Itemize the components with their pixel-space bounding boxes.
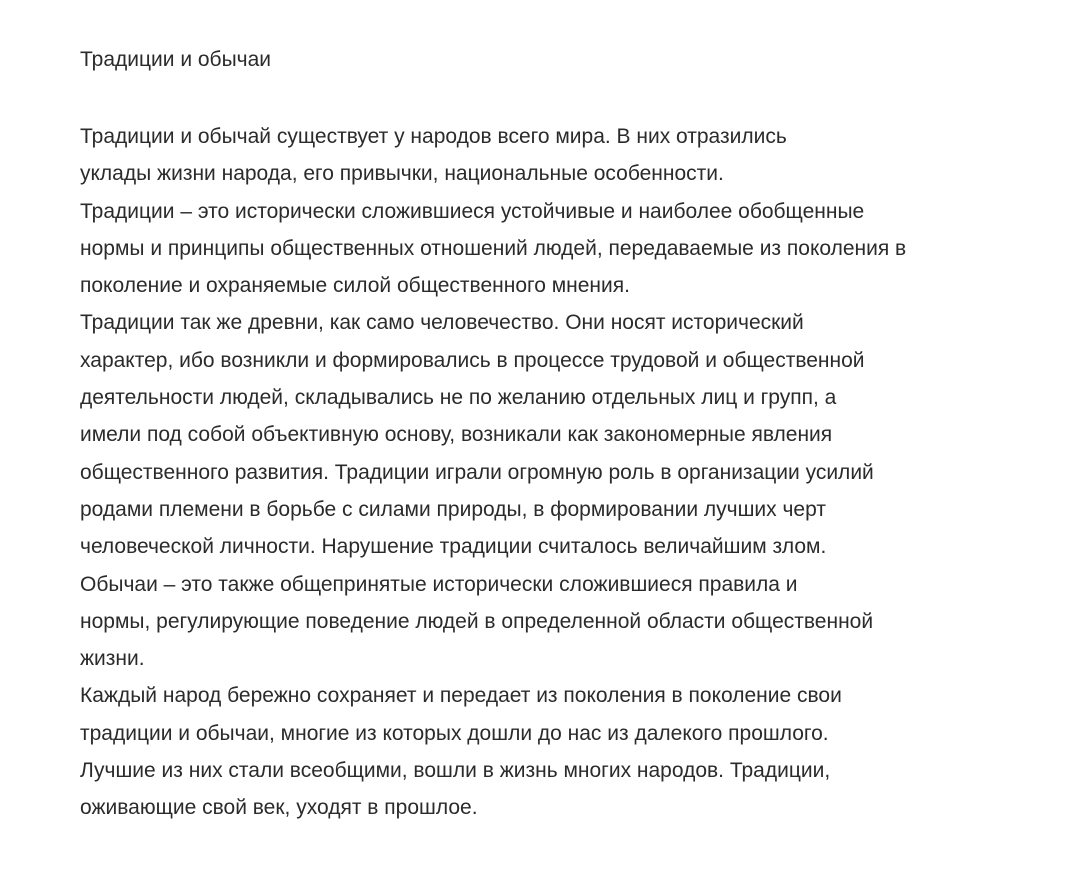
text-line: человеческой личности. Нарушение традиции считалось величайшим злом. xyxy=(80,535,827,559)
text-line: родами племени в борьбе с силами природы, в формировании лучших черт xyxy=(80,497,826,521)
text-line: Традиции – это исторически сложившиеся устойчивые и наиболее обобщенные xyxy=(80,199,865,223)
text-line: Каждый народ бережно сохраняет и передает из поколения в поколение свои xyxy=(80,684,842,708)
text-line: имели под собой объективную основу, возникали как закономерные явления xyxy=(80,423,833,447)
text-line: Традиции так же древни, как само человечество. Они носят исторический xyxy=(80,311,804,335)
document-body xyxy=(80,118,1040,827)
text-line: характер, ибо возникли и формировались в процессе трудовой и общественной xyxy=(80,348,865,372)
text-line: Традиции и обычай существует у народов всего мира. В них отразились xyxy=(80,125,787,148)
text-line: Лучшие из них стали всеобщими, вошли в жизнь многих народов. Традиции, xyxy=(80,759,831,783)
text-line: традиции и обычаи, многие из которых дошли до нас из далекого прошлого. xyxy=(80,721,829,745)
text-line: жизни. xyxy=(80,647,145,671)
text-line: нормы, регулирующие поведение людей в определенной области общественной xyxy=(80,609,874,633)
text-line: оживающие свой век, уходят в прошлое. xyxy=(80,796,478,820)
text-line: Обычаи – это также общепринятые исторически сложившиеся правила и xyxy=(80,572,798,596)
text-line: поколение и охраняемые силой общественного мнения. xyxy=(80,274,630,298)
text-line: нормы и принципы общественных отношений людей, передаваемые из поколения в xyxy=(80,236,907,260)
text-line: деятельности людей, складывались не по желанию отдельных лиц и групп, а xyxy=(80,386,837,410)
document xyxy=(80,44,1040,827)
text-line: общественного развития. Традиции играли огромную роль в организации усилий xyxy=(80,460,874,484)
text-line: уклады жизни народа, его привычки, национальные особенности. xyxy=(80,162,724,186)
document-title: Традиции и обычаи xyxy=(80,48,272,71)
